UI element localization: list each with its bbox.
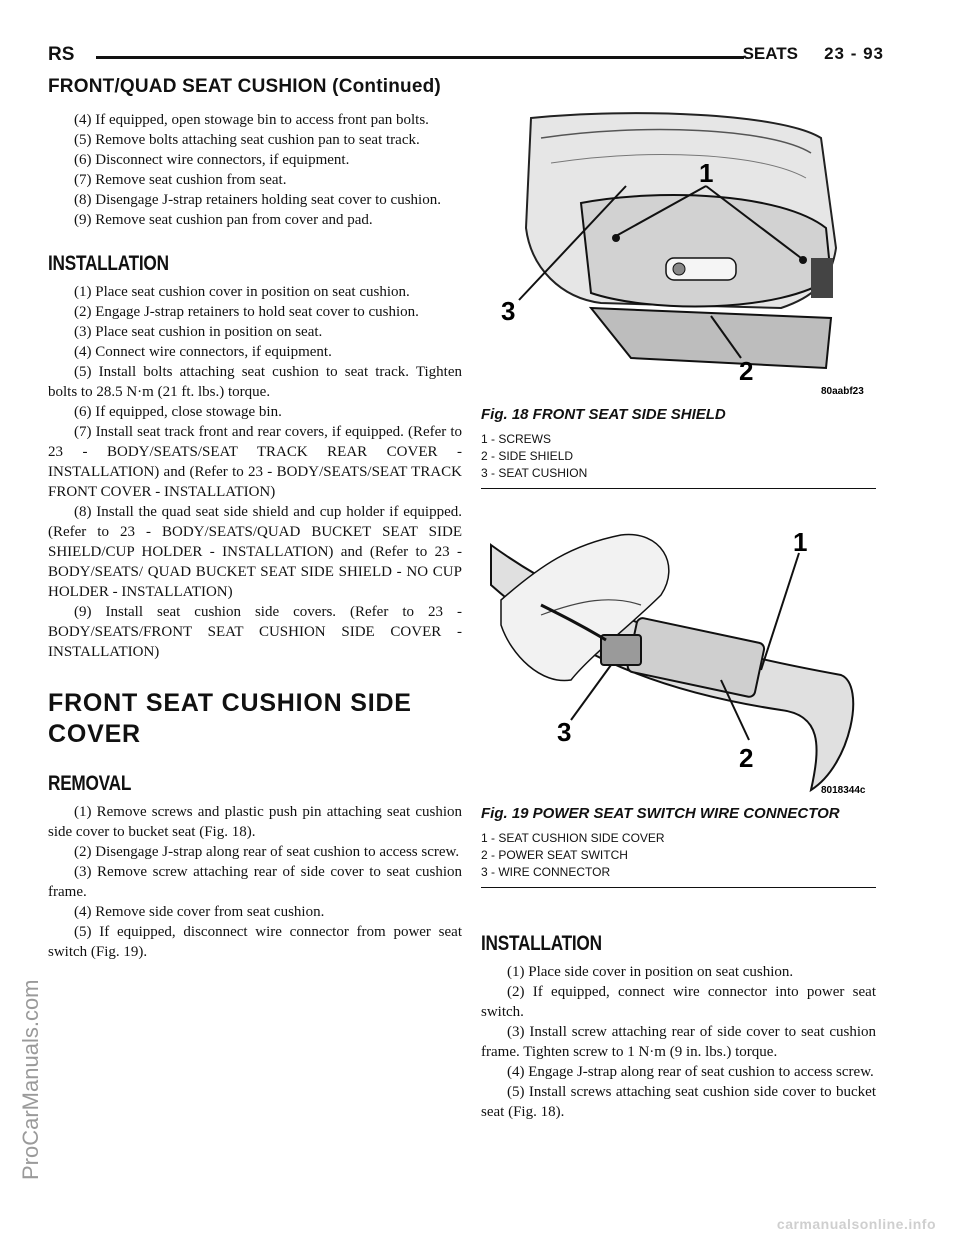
figure-caption: Fig. 18 FRONT SEAT SIDE SHIELD xyxy=(481,406,726,423)
legend-item: 1 - SEAT CUSHION SIDE COVER xyxy=(481,831,665,845)
figure-legend xyxy=(481,830,876,888)
step: (5) Install screws attaching seat cushion side cover to bucket seat (Fig. 18). xyxy=(481,1084,876,1120)
continued-title: FRONT/QUAD SEAT CUSHION (Continued) xyxy=(48,76,441,97)
figure-legend xyxy=(481,431,876,489)
step: (3) Place seat cushion in position on seat. xyxy=(74,324,323,340)
step: (5) Install bolts attaching seat cushion to seat track. Tighten bolts to 28.5 N·m (21 ft. lbs.) torque. xyxy=(48,364,462,400)
figure-18 xyxy=(481,108,876,489)
step: (9) Remove seat cushion pan from cover and pad. xyxy=(74,212,373,228)
legend-item: 2 - SIDE SHIELD xyxy=(481,449,574,463)
figure-code: 80aabf23 xyxy=(821,386,864,397)
watermark-text: ProCarManuals.com xyxy=(18,979,43,1180)
callout-2: 2 xyxy=(739,743,754,773)
left-column xyxy=(48,110,462,962)
removal-heading: REMOVAL xyxy=(48,772,132,795)
header-page-number: 23 - 93 xyxy=(824,44,884,63)
step: (5) Remove bolts attaching seat cushion pan to seat track. xyxy=(74,132,420,148)
installation-heading: INSTALLATION xyxy=(481,932,602,955)
side-watermark xyxy=(18,540,54,1180)
step: (6) Disconnect wire connectors, if equipment. xyxy=(74,152,350,168)
legend-item: 2 - POWER SEAT SWITCH xyxy=(481,848,628,862)
step: (1) Place side cover in position on seat cushion. xyxy=(507,964,794,980)
installation-heading: INSTALLATION xyxy=(48,252,169,275)
figure-code: 8018344c xyxy=(821,785,866,796)
step: (6) If equipped, close stowage bin. xyxy=(74,404,282,420)
step: (2) If equipped, connect wire connector into power seat switch. xyxy=(481,984,876,1020)
step: (7) Install seat track front and rear covers, if equipped. (Refer to 23 - BODY/SEATS/SEAT TRACK REAR COVER - INSTALLATION) and (Refer to 23 - BODY/SEATS/SEAT TRACK FRONT COVER - INSTALLATION) xyxy=(48,424,462,500)
step: (3) Remove screw attaching rear of side cover to seat cushion frame. xyxy=(48,864,462,900)
step: (4) Connect wire connectors, if equipment. xyxy=(74,344,332,360)
step: (4) Engage J-strap along rear of seat cushion to access screw. xyxy=(507,1064,874,1080)
step: (8) Disengage J-strap retainers holding seat cover to cushion. xyxy=(74,192,441,208)
step: (4) Remove side cover from seat cushion. xyxy=(74,904,325,920)
callout-1: 1 xyxy=(793,527,808,557)
header-section: SEATS xyxy=(742,44,798,63)
step: (7) Remove seat cushion from seat. xyxy=(74,172,287,188)
legend-item: 3 - SEAT CUSHION xyxy=(481,466,588,480)
seat-side-shield-illustration xyxy=(481,108,876,398)
step: (3) Install screw attaching rear of side cover to seat cushion frame. Tighten screw to 1 N·m (9 in. lbs.) torque. xyxy=(481,1024,876,1060)
callout-3: 3 xyxy=(501,296,516,326)
step: (4) If equipped, open stowage bin to access front pan bolts. xyxy=(74,112,429,128)
callout-3: 3 xyxy=(557,717,572,747)
step: (2) Engage J-strap retainers to hold seat cover to cushion. xyxy=(74,304,419,320)
page-header xyxy=(48,44,884,68)
step: (8) Install the quad seat side shield and cup holder if equipped. (Refer to 23 - BODY/SEATS/QUAD BUCKET SEAT SIDE SHIELD/CUP HOLDER - INSTALLATION) and (Refer to 23 - BODY/SEATS/ QUAD BUCKET SEAT SIDE SHIELD - NO CUP HOLDER - INSTALLATION) xyxy=(48,504,462,600)
step: (2) Disengage J-strap along rear of seat cushion to access screw. xyxy=(74,844,460,860)
step: (5) If equipped, disconnect wire connector from power seat switch (Fig. 19). xyxy=(48,924,462,960)
step: (1) Place seat cushion cover in position on seat cushion. xyxy=(74,284,410,300)
section-title: FRONT SEAT CUSHION SIDE COVER xyxy=(48,689,412,748)
header-model: RS xyxy=(48,44,75,65)
callout-2: 2 xyxy=(739,356,754,386)
step: (9) Install seat cushion side covers. (Refer to 23 - BODY/SEATS/FRONT SEAT CUSHION SIDE COVER - INSTALLATION) xyxy=(48,604,462,660)
legend-item: 3 - WIRE CONNECTOR xyxy=(481,865,611,879)
step: (1) Remove screws and plastic push pin attaching seat cushion side cover to bucket seat (Fig. 18). xyxy=(48,804,462,840)
header-rule xyxy=(96,56,744,59)
wire-connector-illustration xyxy=(481,505,876,797)
callout-1: 1 xyxy=(699,158,714,188)
footer-watermark: carmanualsonline.info xyxy=(776,1216,936,1232)
figure-caption: Fig. 19 POWER SEAT SWITCH WIRE CONNECTOR xyxy=(481,805,840,822)
right-column xyxy=(481,932,876,1122)
legend-item: 1 - SCREWS xyxy=(481,432,552,446)
figure-19 xyxy=(481,505,876,888)
